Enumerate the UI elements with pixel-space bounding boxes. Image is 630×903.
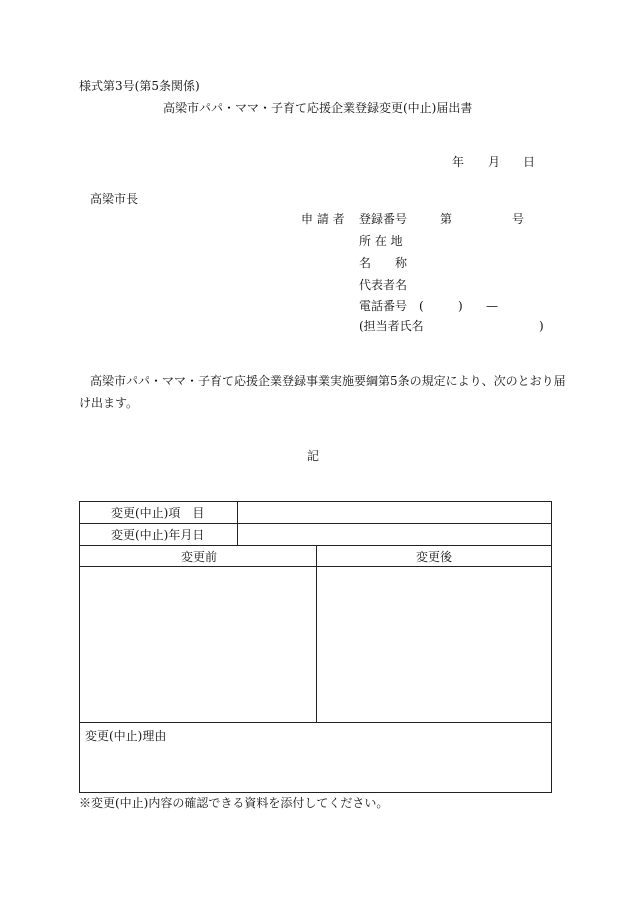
addressee: 高梁市長 — [90, 192, 139, 206]
registration-number-suffix: 号 — [512, 212, 525, 226]
date-day: 日 — [523, 155, 536, 169]
registration-number-prefix: 第 — [440, 212, 453, 226]
after-change-field[interactable] — [317, 567, 551, 722]
representative-label: 代表者名 — [359, 278, 408, 292]
change-date-field[interactable] — [238, 524, 551, 545]
phone-dash: — — [486, 299, 498, 313]
change-form-table — [79, 501, 552, 793]
contact-person-close-paren: ) — [539, 319, 544, 333]
body-text-line2: け出ます。 — [79, 396, 139, 410]
ki-heading: 記 — [307, 449, 320, 463]
document-title: 高梁市パパ・ママ・子育て応援企業登録変更(中止)届出書 — [163, 101, 473, 115]
footnote: ※変更(中止)内容の確認できる資料を添付してください。 — [79, 796, 389, 810]
before-change-header: 変更前 — [181, 550, 218, 564]
date-year: 年 — [452, 155, 465, 169]
phone-open-paren: ( — [419, 299, 424, 313]
date-month: 月 — [488, 155, 501, 169]
applicant-label: 申 請 者 — [301, 212, 345, 226]
body-text-line1: 高梁市パパ・ママ・子育て応援企業登録事業実施要綱第5条の規定により、次のとおり届 — [90, 374, 566, 388]
before-change-field[interactable] — [80, 567, 316, 722]
table-row-divider — [80, 722, 551, 723]
address-label: 所 在 地 — [359, 234, 403, 248]
registration-number-label: 登録番号 — [359, 212, 408, 226]
company-name-label: 名 称 — [359, 256, 408, 270]
change-date-label: 変更(中止)年月日 — [111, 528, 205, 542]
change-reason-label: 変更(中止)理由 — [85, 729, 167, 743]
after-change-header: 変更後 — [416, 550, 453, 564]
phone-label: 電話番号 — [359, 299, 408, 313]
change-item-label: 変更(中止)項 目 — [111, 506, 205, 520]
phone-close-paren: ) — [458, 299, 463, 313]
change-reason-field[interactable] — [80, 746, 551, 792]
change-item-field[interactable] — [238, 502, 551, 523]
contact-person-label: (担当者氏名 — [359, 319, 424, 333]
form-number: 様式第3号(第5条関係) — [79, 79, 200, 93]
